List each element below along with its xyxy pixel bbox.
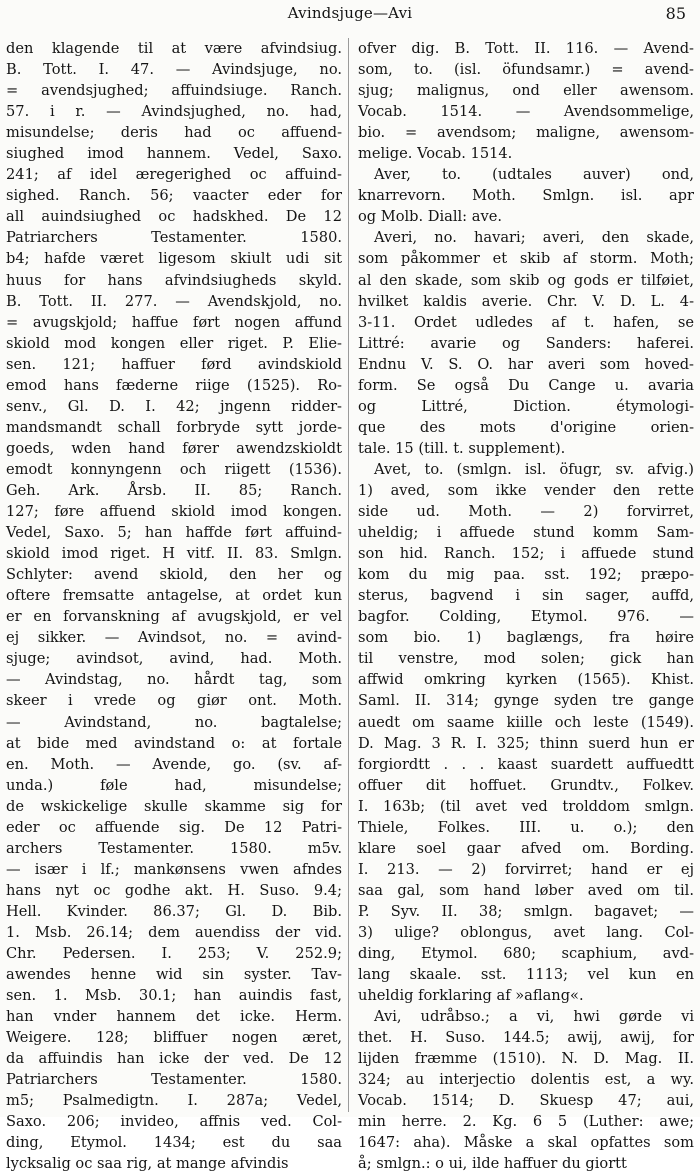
text-line: skiold mod kongen eller riget. P. Elie-	[6, 334, 342, 352]
text-line: 127; føre affuend skiold imod kongen.	[6, 503, 342, 521]
text-line: 3) ulige? oblongus, avet lang. Col-	[358, 923, 694, 941]
text-line: sen. 121; haffuer førd avindskiold	[6, 355, 342, 373]
text-line: en. Moth. — Avende, go. (sv. af-	[6, 755, 342, 773]
text-line: 1. Msb. 26.14; dem auendiss der vid.	[6, 923, 342, 941]
text-line: Saml. II. 314; gynge syden tre gange	[358, 692, 694, 710]
text-line: Chr. Pedersen. I. 253; V. 252.9;	[6, 945, 342, 963]
text-line: all auindsiughed oc hadskhed. De 12	[6, 208, 342, 226]
text-line: Averi, no. havari; averi, den skade,	[374, 229, 694, 247]
text-line: skeer i vrede og giør ont. Moth.	[6, 692, 342, 710]
text-line: er en forvanskning af avugskjold, er vel	[6, 608, 342, 626]
text-line: son hid. Ranch. 152; i affuede stund	[358, 545, 694, 563]
text-line: da affuindis han icke der ved. De 12	[6, 1050, 342, 1068]
text-line: Littré: avarie og Sanders: haferei.	[358, 334, 694, 352]
text-line: sjuge; avindsot, avind, had. Moth.	[6, 650, 342, 668]
text-line: Avi, udråbso.; a vi, hwi gørde vi	[374, 1008, 694, 1026]
text-line: til venstre, mod solen; gick han	[358, 650, 694, 668]
text-line: B. Tott. II. 277. — Avendskjold, no.	[6, 292, 342, 310]
text-line: 3-11. Ordet udledes af t. hafen, se	[358, 313, 694, 331]
text-line: Vocab. 1514. — Avendsommelige,	[358, 103, 694, 121]
text-line: affwid omkring kyrken (1565). Khist.	[358, 671, 694, 689]
text-line: å; smlgn.: o ui, ilde haffuer du giortt	[358, 1155, 627, 1173]
text-line: Endnu V. S. O. har averi som hoved-	[358, 355, 694, 373]
text-line: ofver dig. B. Tott. II. 116. — Avend-	[358, 40, 694, 57]
text-line: Thiele, Folkes. III. u. o.); den	[358, 818, 694, 836]
text-line: de wskickelige skulle skamme sig for	[6, 797, 342, 815]
text-line: goeds, wden hand fører awendzskioldt	[6, 439, 342, 457]
text-line: side ud. Moth. — 2) forvirret,	[358, 503, 694, 521]
text-line: ding, Etymol. 1434; est du saa	[6, 1134, 342, 1152]
text-line: Weigere. 128; bliffuer nogen æret,	[6, 1029, 342, 1047]
text-line: m5; Psalmedigtn. I. 287a; Vedel,	[6, 1092, 342, 1110]
text-line: Hell. Kvinder. 86.37; Gl. D. Bib.	[6, 902, 342, 920]
text-line: hvilket kaldis averie. Chr. V. D. L. 4-	[358, 292, 694, 310]
text-line: lang skaale. sst. 1113; vel kun en	[358, 966, 694, 984]
text-line: al den skade, som skib og gods er tilføiet,	[358, 271, 694, 289]
text-line: lijden fræmme (1510). N. D. Mag. II.	[358, 1050, 694, 1068]
text-line: misundelse; deris had oc affuend-	[6, 124, 342, 142]
text-line: bio. = avendsom; maligne, awensom-	[358, 124, 694, 142]
text-line: — især i lf.; mankønsens vwen afndes	[6, 860, 342, 878]
text-line: 57. i r. — Avindsjughed, no. had,	[6, 103, 342, 121]
text-line: emodt konnyngenn och riigett (1536).	[6, 460, 342, 478]
text-line: som påkommer et skib af storm. Moth;	[358, 250, 694, 268]
text-line: kom du mig paa. sst. 192; præpo-	[358, 566, 694, 584]
text-line: knarrevorn. Moth. Smlgn. isl. apr	[358, 187, 694, 205]
text-line: Patriarchers Testamenter. 1580.	[6, 229, 342, 247]
text-line: lycksalig oc saa rig, at mange afvindis	[6, 1155, 289, 1173]
text-line: som bio. 1) baglængs, fra høire	[358, 629, 694, 647]
text-line: ding, Etymol. 680; scaphium, avd-	[358, 945, 694, 963]
text-line: skiold imod riget. H vitf. II. 83. Smlgn.	[6, 545, 342, 563]
text-line: Vocab. 1514; D. Skuesp 47; aui,	[358, 1092, 694, 1110]
text-line: archers Testamenter. 1580. m5v.	[6, 839, 342, 857]
text-line: sterus, bagvend i sin sager, auffd,	[358, 587, 694, 605]
text-line: tale. 15 (till. t. supplement).	[358, 439, 566, 457]
text-line: den klagende til at være afvindsiug.	[6, 40, 342, 57]
text-line: eder oc affuende sig. De 12 Patri-	[6, 818, 342, 836]
text-line: thet. H. Suso. 144.5; awij, awij, for	[358, 1029, 694, 1047]
text-line: sighed. Ranch. 56; vaacter eder for	[6, 187, 342, 205]
text-line: klare soel gaar afved om. Bording.	[358, 839, 694, 857]
text-line: Aver, to. (udtales auver) ond,	[374, 166, 694, 184]
text-line: 1) aved, som ikke vender den rette	[358, 481, 694, 499]
text-line: bagfor. Colding, Etymol. 976. —	[358, 608, 694, 626]
text-line: sjug; malignus, ond eller awensom.	[358, 82, 694, 100]
page-number: 85	[665, 4, 686, 23]
text-line: uheldig; i affuede stund komm Sam-	[358, 524, 694, 542]
text-line: Avet, to. (smlgn. isl. öfugr, sv. afvig.)	[374, 460, 694, 478]
column-divider	[348, 38, 349, 1112]
text-line: 241; af idel æregerighed oc affuind-	[6, 166, 342, 184]
text-line: huus for hans afvindsiugheds skyld.	[6, 271, 342, 289]
text-line: forgiordtt . . . kaast suardett auffuedtt	[358, 755, 694, 773]
text-line: Schlyter: avend skiold, den her og	[6, 566, 342, 584]
text-line: oftere fremsatte antagelse, at ordet kun	[6, 587, 342, 605]
text-line: og Molb. Diall: ave.	[358, 208, 502, 226]
text-line: hans nyt oc godhe akt. H. Suso. 9.4;	[6, 881, 342, 899]
text-line: som, to. (isl. öfundsamr.) = avend-	[358, 61, 694, 79]
text-line: que des mots d'origine orien-	[358, 418, 694, 436]
text-line: = avugskjold; haffue ført nogen affund	[6, 313, 342, 331]
text-line: ej sikker. — Avindsot, no. = avind-	[6, 629, 342, 647]
text-line: I. 163b; (til avet ved trolddom smlgn.	[358, 797, 694, 815]
text-line: 324; au interjectio dolentis est, a wy.	[358, 1071, 694, 1089]
text-line: D. Mag. 3 R. I. 325; thinn suerd hun er	[358, 734, 694, 752]
text-line: Geh. Ark. Årsb. II. 85; Ranch.	[6, 481, 342, 499]
text-line: Vedel, Saxo. 5; han haffde ført affuind-	[6, 524, 342, 542]
text-line: B. Tott. I. 47. — Avindsjuge, no.	[6, 61, 342, 79]
text-line: at bide med avindstand o: at fortale	[6, 734, 342, 752]
text-line: senv., Gl. D. I. 42; jngenn ridder-	[6, 397, 342, 415]
left-column	[6, 38, 342, 1173]
text-line: min herre. 2. Kg. 6 5 (Luther: awe;	[358, 1113, 694, 1131]
text-line: Saxo. 206; invideo, affnis ved. Col-	[6, 1113, 342, 1131]
text-line: unda.) føle had, misundelse;	[6, 776, 342, 794]
text-line: awendes henne wid sin syster. Tav-	[6, 966, 342, 984]
page-header	[0, 2, 700, 26]
text-line: mandsmandt schall forbryde sytt jorde-	[6, 418, 342, 436]
text-line: = avendsjughed; affuindsiuge. Ranch.	[6, 82, 342, 100]
text-line: — Avindstag, no. hårdt tag, som	[6, 671, 342, 689]
text-line: emod hans fæderne riige (1525). Ro-	[6, 376, 342, 394]
text-line: 1647: aha). Måske a skal opfattes som	[358, 1134, 694, 1152]
text-line: saa gal, som hand løber aved om til.	[358, 881, 694, 899]
text-line: — Avindstand, no. bagtalelse;	[6, 713, 342, 731]
text-line: melige. Vocab. 1514.	[358, 145, 513, 163]
text-line: sen. 1. Msb. 30.1; han auindis fast,	[6, 987, 342, 1005]
right-column	[358, 38, 694, 1173]
text-line: uheldig forklaring af »aflang«.	[358, 987, 584, 1005]
text-line: b4; hafde været ligesom skiult udi sit	[6, 250, 342, 268]
text-line: siughed imod hannem. Vedel, Saxo.	[6, 145, 342, 163]
text-line: han vnder hannem det icke. Herm.	[6, 1008, 342, 1026]
text-line: form. Se også Du Cange u. avaria	[358, 376, 694, 394]
text-line: auedt om saame kiille och leste (1549).	[358, 713, 694, 731]
running-title: Avindsjuge—Avi	[287, 4, 413, 22]
text-line: offuer dit hoffuet. Grundtv., Folkev.	[358, 776, 694, 794]
text-line: I. 213. — 2) forvirret; hand er ej	[358, 860, 694, 878]
text-line: Patriarchers Testamenter. 1580.	[6, 1071, 342, 1089]
text-line: og Littré, Diction. étymologi-	[358, 397, 694, 415]
text-line: P. Syv. II. 38; smlgn. bagavet; —	[358, 902, 694, 920]
